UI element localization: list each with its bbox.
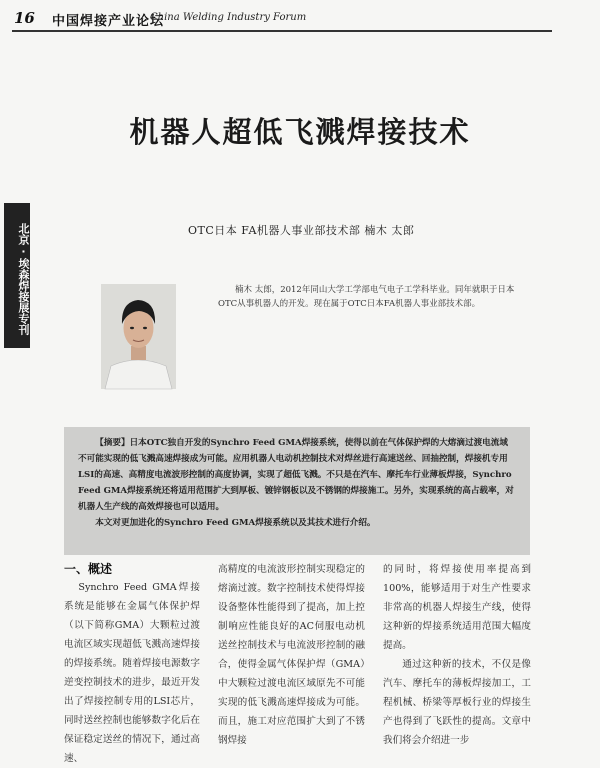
body-column-2: 高精度的电流波形控制实现稳定的熔滴过渡。数字控制技术使得焊接设备整体性能得到了提高，加上控制响应性能良好的AC伺服电动机送丝控制技术与电流波形控制的融合，使得金属气体保护焊（GMA）中大颗粒过渡电流区域原先不可能实现的低飞溅高速焊接成为可能。而且，施工对应范围扩大到了不锈钢焊接: [218, 564, 365, 746]
author-photo: [101, 284, 176, 389]
journal-title-cn: 中国焊接产业论坛: [52, 14, 165, 29]
article-byline: OTC日本 FA机器人事业部技术部 楠木 太郎: [188, 224, 415, 237]
header-rule: [12, 30, 552, 32]
body-paragraph: 的同时，将焊接使用率提高到100%，能够适用于对生产性要求非常高的机器人焊接生产线，使得这种新的焊接系统适用范围大幅度提高。: [383, 564, 531, 651]
body-paragraph: 通过这种新的技术，不仅是像汽车、摩托车的薄板焊接加工，工程机械、桥梁等厚板行业的焊接生产也得到了飞跃性的提高。文章中我们将会介绍进一步: [383, 659, 531, 746]
abstract-paragraph: 【摘要】日本OTC独自开发的Synchro Feed GMA焊接系统，使得以前在气体保护焊的大熔滴过渡电流域不可能实现的低飞溅高速焊接成为可能。应用机器人电动机控制技术对焊丝进行高速送丝、回抽控制，焊接机专用LSI的高速、高精度电流波形控制的高度协调，实现了超低飞溅。不只是在汽车、摩托车行业薄板焊接，Synchro Feed GMA焊接系统还将适用范围扩大到厚板、镀锌钢板以及不锈钢的焊接施工。另外，实现系统的高占载率，对机器人生产线的高效焊接也可以适用。: [78, 438, 514, 512]
page-number: 16: [14, 9, 35, 27]
body-column-3: [383, 560, 531, 748]
article-title: 机器人超低飞溅焊接技术: [129, 115, 471, 149]
abstract-block: [64, 427, 530, 555]
author-bio: 楠木 太郎，2012年同山大学工学部电气电子工学科毕业。同年就职于日本OTC从事机器人的开发。现在属于OTC日本FA机器人事业部技术部。: [218, 285, 515, 309]
body-column-1: Synchro Feed GMA焊接系统是能够在金属气体保护焊（以下简称GMA）大颗粒过渡电流区域实现超低飞溅高速焊接的焊接系统。随着焊接电源数字逆变控制技术的进步，最近开发出了焊接控制专用的LSI芯片，同时送丝控制也能够数字化后在保证稳定送丝的情况下，通过高速、: [64, 582, 200, 764]
abstract-paragraph: 本文对更加进化的Synchro Feed GMA焊接系统以及其技术进行介绍。: [95, 518, 376, 528]
portrait-image: [101, 284, 176, 389]
section-heading: 一、概述: [64, 562, 113, 576]
side-tab: 北京·埃森焊接展专刊: [4, 203, 30, 348]
journal-title-en: China Welding Industry Forum: [150, 12, 307, 23]
